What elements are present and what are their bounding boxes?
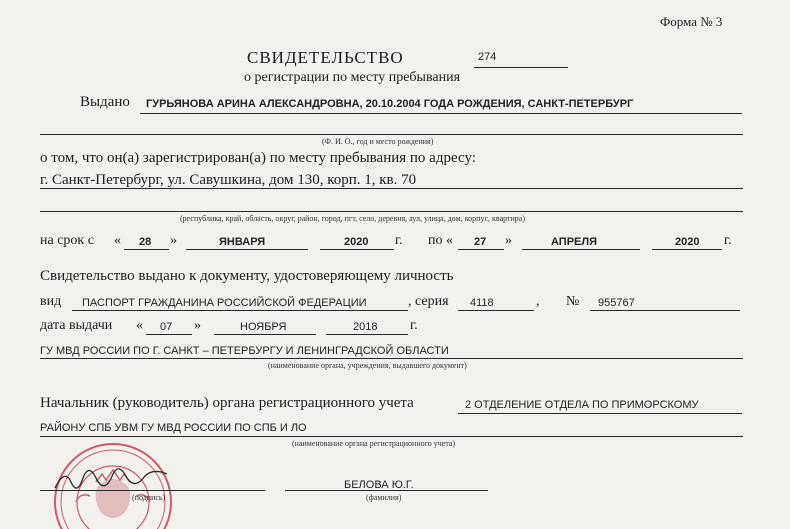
issued-to-line-2	[40, 134, 743, 135]
head-label: Начальник (руководитель) органа регистрационного учета	[40, 395, 414, 411]
doc-series-label: , серия	[408, 294, 449, 309]
doc-number-label: №	[566, 294, 580, 309]
surname-line	[285, 490, 488, 491]
period-from-month-line	[186, 249, 308, 250]
certificate-number-line	[474, 67, 568, 68]
doc-number-value: 955767	[598, 297, 635, 309]
period-from-year-line	[320, 249, 394, 250]
authority-line-1-rule	[458, 413, 742, 414]
issue-year-suffix: г.	[410, 318, 418, 333]
doc-series-value: 4118	[470, 297, 494, 309]
period-from-close-quote: »	[170, 233, 177, 248]
period-from-day: 28	[139, 236, 152, 248]
issuer-caption: (наименование органа, учреждения, выдавшего документ)	[268, 361, 467, 370]
doc-number-line	[590, 310, 740, 311]
doc-series-comma: ,	[536, 294, 540, 309]
period-from-year: 2020	[344, 236, 369, 248]
doc-series-line	[458, 310, 534, 311]
period-from-open-quote: «	[114, 233, 121, 248]
period-to-year-line	[652, 249, 722, 250]
issued-to-label: Выдано	[80, 94, 130, 110]
surname-value: БЕЛОВА Ю.Г.	[344, 479, 414, 491]
address-line-2	[40, 211, 743, 212]
period-to-year: 2020	[675, 236, 700, 248]
authority-caption: (наименование органа регистрационного учета)	[292, 439, 456, 448]
authority-line-2: РАЙОНУ СПБ УВМ ГУ МВД РОССИИ ПО СПБ И ЛО	[40, 422, 307, 434]
period-to-open-quote: «	[446, 233, 453, 248]
period-to-day: 27	[474, 236, 487, 248]
period-from-year-suffix: г.	[395, 233, 403, 248]
issue-close-quote: »	[194, 318, 201, 333]
doc-kind-label: вид	[40, 294, 62, 309]
issued-to-value: ГУРЬЯНОВА АРИНА АЛЕКСАНДРОВНА, 20.10.2004 ГОДА РОЖДЕНИЯ, САНКТ-ПЕТЕРБУРГ	[146, 98, 634, 110]
document-subtitle: о регистрации по месту пребывания	[244, 70, 461, 85]
period-to-month: АПРЕЛЯ	[551, 236, 598, 248]
signature-caption: (подпись)	[132, 493, 166, 502]
issued-to-caption: (Ф. И. О., год и место рождения)	[322, 137, 434, 146]
form-number-label: Форма № 3	[660, 14, 723, 29]
period-to-day-line	[458, 249, 504, 250]
signature-scribble	[50, 466, 190, 496]
certificate-number: 274	[478, 51, 497, 63]
document-text: Свидетельство выдано к документу, удостоверяющему личность	[40, 268, 454, 284]
issue-year: 2018	[353, 321, 378, 333]
issuer-value: ГУ МВД РОССИИ ПО Г. САНКТ – ПЕТЕРБУРГУ И ЛЕНИНГРАДСКОЙ ОБЛАСТИ	[40, 345, 449, 357]
surname-caption: (фамилия)	[366, 493, 402, 502]
period-from-month: ЯНВАРЯ	[219, 236, 266, 248]
issue-day: 07	[160, 321, 173, 333]
document-title: СВИДЕТЕЛЬСТВО	[247, 48, 404, 67]
address-value: г. Санкт-Петербург, ул. Савушкина, дом 130, корп. 1, кв. 70	[40, 172, 417, 188]
address-caption: (республика, край, область, округ, район, город, пгт, село, деревня, аул, улица, дом, корпус, квартира)	[180, 214, 526, 223]
period-to-label: по	[428, 233, 443, 248]
issue-month: НОЯБРЯ	[240, 321, 287, 333]
authority-line-1: 2 ОТДЕЛЕНИЕ ОТДЕЛА ПО ПРИМОРСКОМУ	[465, 399, 699, 411]
doc-kind-line	[72, 310, 408, 311]
period-from-day-line	[124, 249, 169, 250]
period-prefix: на срок с	[40, 233, 94, 248]
doc-kind-value: ПАСПОРТ ГРАЖДАНИНА РОССИЙСКОЙ ФЕДЕРАЦИИ	[82, 297, 367, 309]
address-line	[40, 188, 743, 189]
issuer-line	[40, 358, 743, 359]
signature-line	[40, 490, 265, 491]
issue-day-line	[146, 334, 192, 335]
issue-year-line	[326, 334, 408, 335]
registered-text: о том, что он(а) зарегистрирован(а) по месту пребывания по адресу:	[40, 150, 476, 166]
issue-open-quote: «	[136, 318, 143, 333]
issue-date-label: дата выдачи	[40, 318, 113, 333]
period-to-close-quote: »	[505, 233, 512, 248]
period-to-month-line	[522, 249, 640, 250]
issue-month-line	[214, 334, 316, 335]
issued-to-line	[140, 113, 742, 114]
period-to-year-suffix: г.	[724, 233, 732, 248]
